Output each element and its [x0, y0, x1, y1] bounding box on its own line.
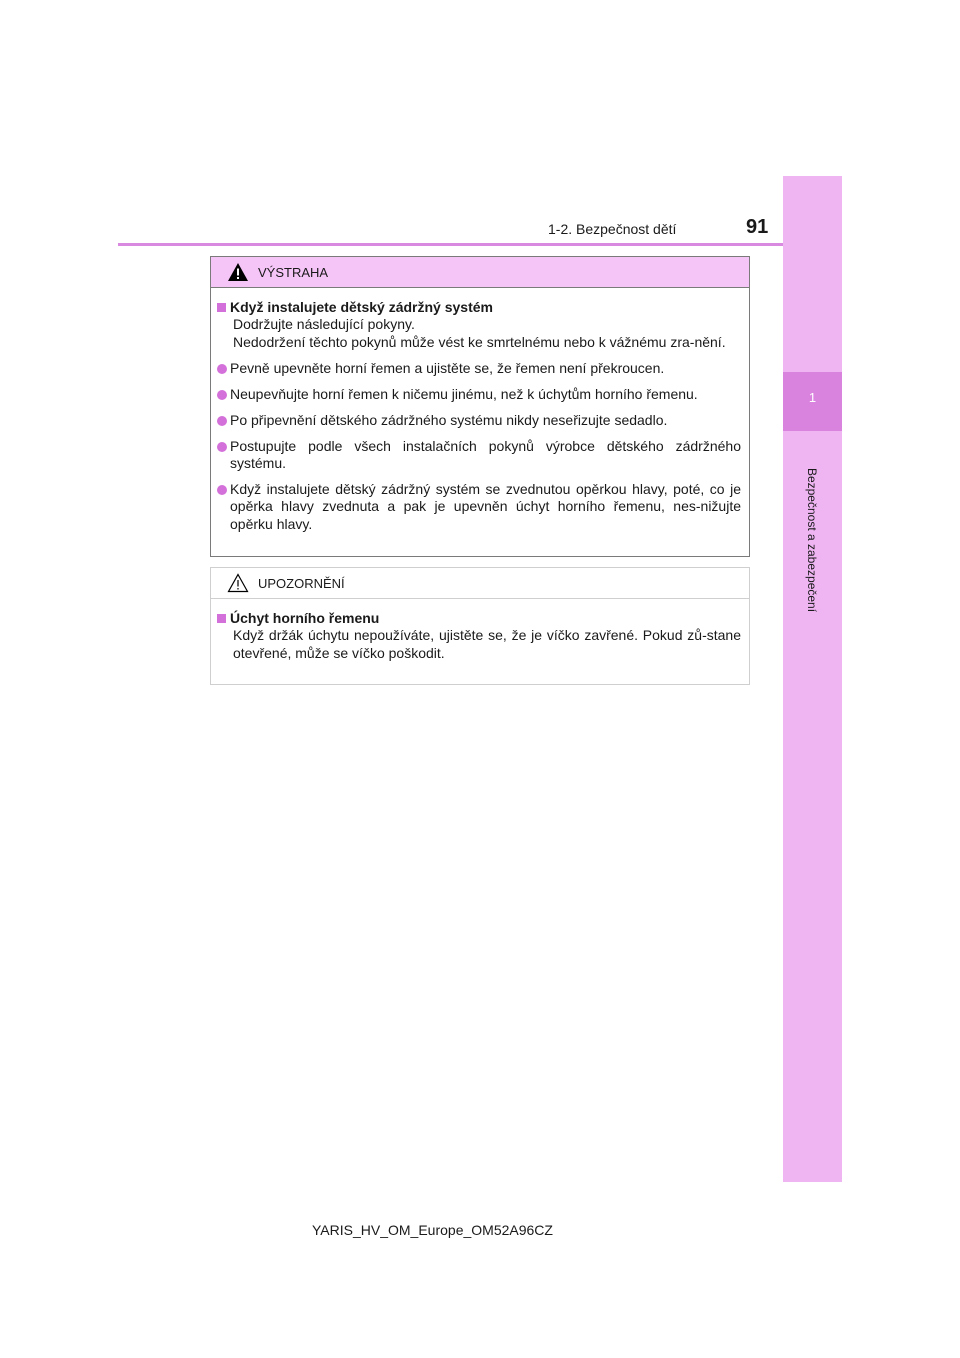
caution-triangle-outline-icon: [227, 573, 249, 593]
warning-body: [211, 288, 749, 533]
section-title: 1-2. Bezpečnost dětí: [548, 221, 677, 237]
list-item: Když instalujete dětský zádržný systém se zvednutou opěrkou hlavy, poté, co je opěrka hlavy zvednuta a pak je upevněn úchyt horního řemenu, nes-nižujte opěrku hlavy.: [217, 481, 741, 533]
warning-heading: [217, 299, 741, 316]
header-rule: [118, 243, 842, 246]
list-item: Postupujte podle všech instalačních pokynů výrobce dětského zádržného systému.: [217, 438, 741, 473]
caution-body: [211, 599, 749, 662]
caution-text: Když držák úchytu nepoužíváte, ujistěte se, že je víčko zavřené. Pokud zů-stane otevřené, může se víčko poškodit.: [233, 627, 741, 661]
list-item: Pevně upevněte horní řemen a ujistěte se, že řemen není překroucen.: [217, 360, 741, 377]
caution-heading-text: Úchyt horního řemenu: [230, 610, 380, 626]
caution-title: UPOZORNĚNÍ: [258, 575, 345, 591]
warning-title: VÝSTRAHA: [258, 264, 329, 280]
warning-intro-1: Dodržujte následující pokyny.: [233, 316, 415, 333]
list-item: Neupevňujte horní řemen k ničemu jinému, než k úchytům horního řemenu.: [217, 386, 741, 403]
caution-header: [211, 568, 749, 599]
round-bullet-icon: [217, 390, 227, 400]
warning-intro-2: Nedodržení těchto pokynů může vést ke smrtelnému nebo k vážnému zra-nění.: [233, 333, 726, 350]
round-bullet-icon: [217, 442, 227, 452]
chapter-number: 1: [808, 390, 817, 405]
round-bullet-icon: [217, 485, 227, 495]
chapter-label: Bezpečnost a zabezpečení: [805, 467, 819, 613]
square-bullet-icon: [217, 303, 226, 312]
chapter-tab[interactable]: [783, 372, 842, 431]
warning-box: [210, 256, 750, 557]
caution-heading: [217, 610, 741, 627]
document-code: YARIS_HV_OM_Europe_OM52A96CZ: [312, 1222, 553, 1238]
page-number: 91: [746, 216, 769, 238]
chapter-side-strip: [783, 176, 842, 1182]
square-bullet-icon: [217, 614, 226, 623]
list-item: Po připevnění dětského zádržného systému nikdy neseřizujte sedadlo.: [217, 412, 741, 429]
warning-bullet-list: [217, 360, 741, 533]
round-bullet-icon: [217, 416, 227, 426]
warning-heading-text: Když instalujete dětský zádržný systém: [230, 299, 493, 315]
caution-box: [210, 567, 750, 685]
warning-triangle-filled-icon: [227, 262, 249, 282]
warning-header: [211, 257, 749, 288]
round-bullet-icon: [217, 364, 227, 374]
